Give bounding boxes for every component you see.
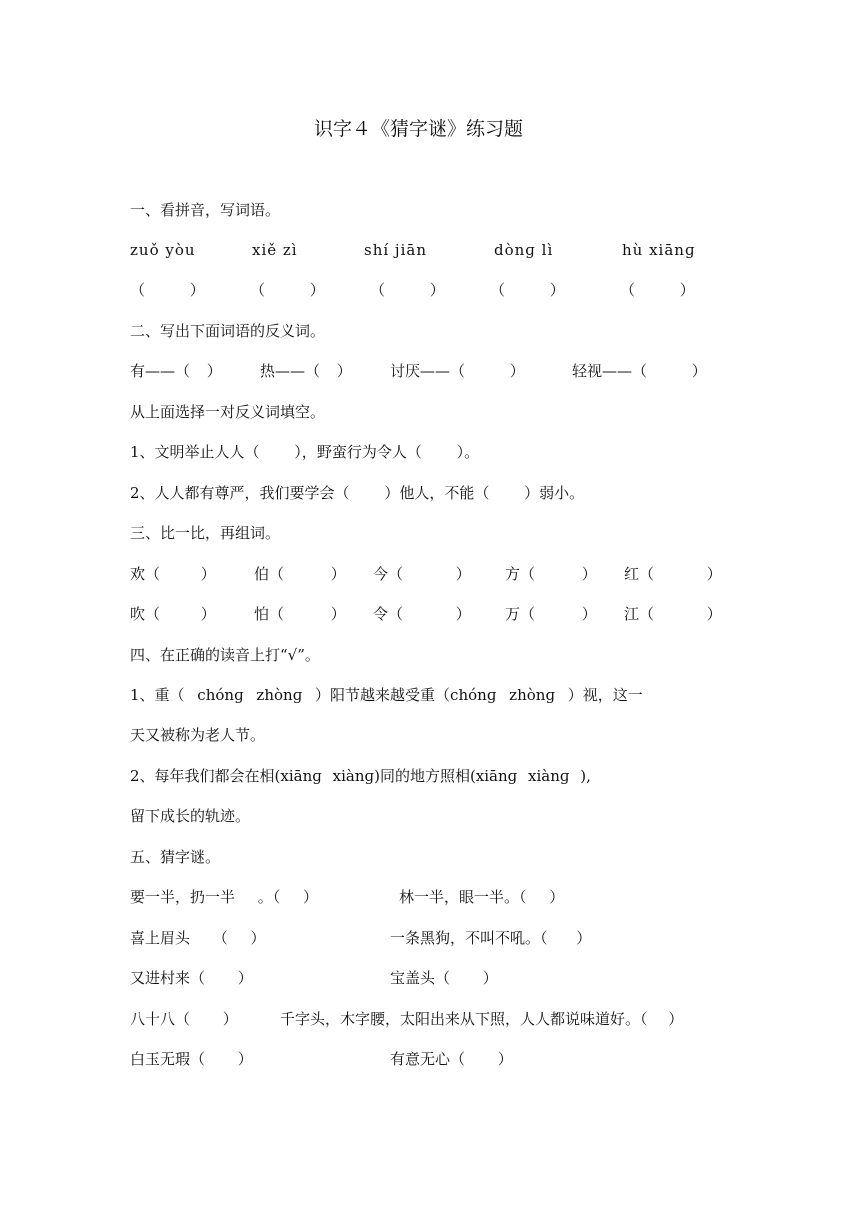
answer-blank-1[interactable]: （ ） bbox=[130, 281, 205, 299]
riddle-4[interactable]: 一条黑狗，不叫不吼。（ ） bbox=[390, 929, 592, 947]
compare-3b[interactable]: 令（ ） bbox=[373, 605, 471, 623]
riddle-9[interactable]: 白玉无瑕（ ） bbox=[130, 1050, 253, 1068]
compare-2b[interactable]: 怕（ ） bbox=[254, 605, 346, 623]
riddle-8[interactable]: 千字头，木字腰，太阳出来从下照，人人都说味道好。（ ） bbox=[280, 1010, 684, 1028]
compare-1b[interactable]: 吹（ ） bbox=[130, 605, 216, 623]
pinyin-1: zuǒ yòu bbox=[130, 241, 196, 259]
pinyin-4: dònɡ lì bbox=[494, 241, 554, 259]
section-5-heading: 五、猜字谜。 bbox=[130, 848, 221, 866]
answer-blank-5[interactable]: （ ） bbox=[620, 281, 695, 299]
riddle-6[interactable]: 宝盖头（ ） bbox=[390, 969, 498, 987]
question-2-1[interactable]: 1、文明举止人人（ ），野蛮行为令人（ ）。 bbox=[130, 443, 480, 461]
page-title: 识字４《猜字谜》练习题 bbox=[314, 118, 524, 140]
pinyin-3: shí jiān bbox=[364, 241, 427, 259]
riddle-1[interactable]: 要一半，扔一半 。（ ） bbox=[130, 888, 319, 906]
section-2-heading: 二、写出下面词语的反义词。 bbox=[130, 322, 326, 340]
antonym-pair-4[interactable]: 轻视——（ ） bbox=[572, 362, 707, 380]
compare-4a[interactable]: 方（ ） bbox=[505, 565, 597, 583]
question-4-2-line2: 留下成长的轨迹。 bbox=[130, 807, 251, 825]
section-4-heading: 四、在正确的读音上打“√”。 bbox=[130, 646, 320, 664]
answer-blank-4[interactable]: （ ） bbox=[490, 281, 565, 299]
riddle-2[interactable]: 林一半，眼一半。（ ） bbox=[399, 888, 565, 906]
question-2-2[interactable]: 2、人人都有尊严，我们要学会（ ）他人，不能（ ）弱小。 bbox=[130, 484, 585, 502]
compare-5a[interactable]: 红（ ） bbox=[624, 565, 722, 583]
question-4-1-line1[interactable]: 1、重（ chónɡ zhònɡ ）阳节越来越受重（chónɡ zhònɡ ）视，这一 bbox=[130, 686, 643, 704]
riddle-5[interactable]: 又进村来（ ） bbox=[130, 969, 253, 987]
pinyin-5: hù xiānɡ bbox=[622, 241, 696, 259]
antonym-pair-3[interactable]: 讨厌——（ ） bbox=[390, 362, 525, 380]
riddle-3[interactable]: 喜上眉头 （ ） bbox=[130, 929, 266, 947]
instruction-text: 从上面选择一对反义词填空。 bbox=[130, 403, 326, 421]
question-4-1-line2: 天又被称为老人节。 bbox=[130, 726, 266, 744]
answer-blank-2[interactable]: （ ） bbox=[250, 281, 325, 299]
pinyin-2: xiě zì bbox=[252, 241, 298, 259]
section-3-heading: 三、比一比，再组词。 bbox=[130, 524, 281, 542]
compare-3a[interactable]: 今（ ） bbox=[373, 565, 471, 583]
answer-blank-3[interactable]: （ ） bbox=[370, 281, 445, 299]
section-1-heading: 一、看拼音，写词语。 bbox=[130, 201, 281, 219]
compare-2a[interactable]: 伯（ ） bbox=[254, 565, 346, 583]
antonym-pair-2[interactable]: 热——（ ） bbox=[260, 362, 352, 380]
riddle-10[interactable]: 有意无心（ ） bbox=[390, 1050, 513, 1068]
antonym-pair-1[interactable]: 有——（ ） bbox=[130, 362, 222, 380]
compare-1a[interactable]: 欢（ ） bbox=[130, 565, 216, 583]
question-4-2-line1[interactable]: 2、每年我们都会在相(xiānɡ xiànɡ)同的地方照相(xiānɡ xiànɡ ), bbox=[130, 767, 591, 785]
compare-5b[interactable]: 江（ ） bbox=[624, 605, 722, 623]
riddle-7[interactable]: 八十八（ ） bbox=[130, 1010, 238, 1028]
compare-4b[interactable]: 万（ ） bbox=[505, 605, 597, 623]
